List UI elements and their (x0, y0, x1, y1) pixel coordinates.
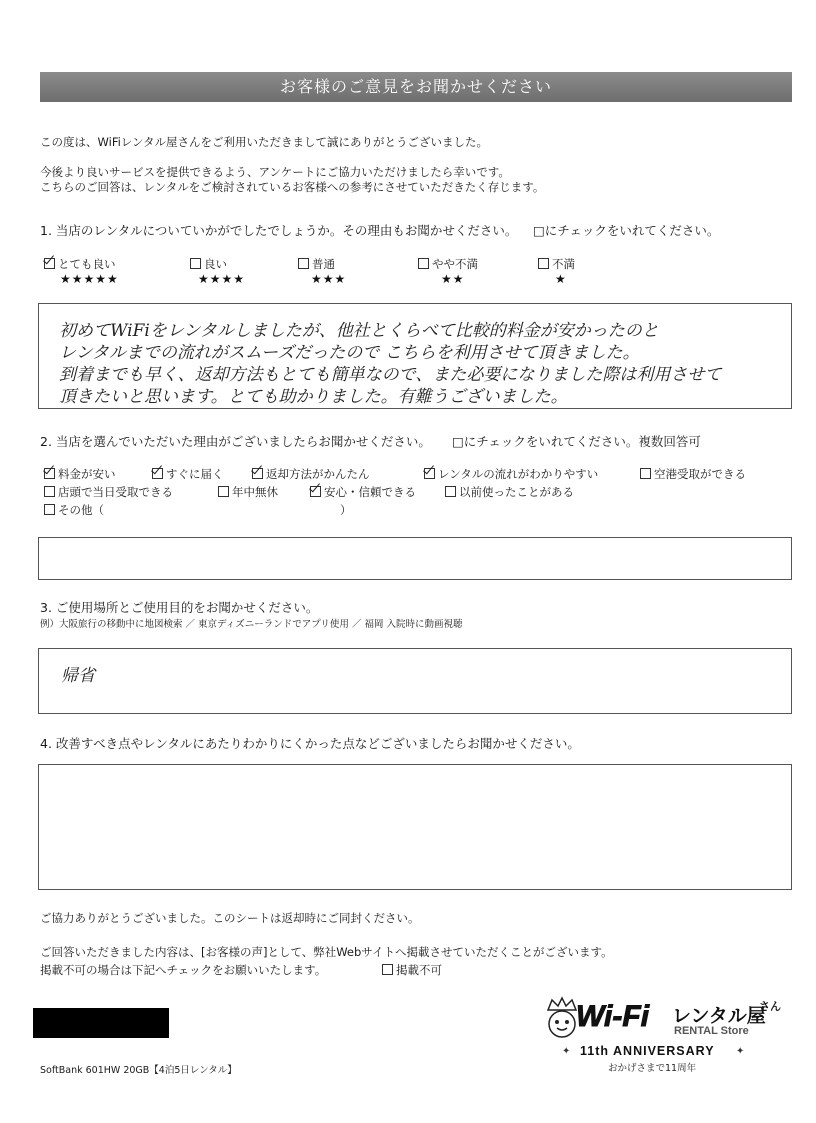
checkbox-icon[interactable] (538, 258, 549, 269)
q2-instruction: □にチェックをいれてください。複数回答可 (452, 434, 701, 449)
footer-notice-1: ご回答いただきました内容は、[お客様の声]として、弊社Webサイトへ掲載させていただくことがございます。 (40, 945, 613, 959)
q2-option-other[interactable]: その他（ (44, 502, 104, 518)
q2-option-used-before[interactable]: 以前使ったことがある (445, 484, 574, 500)
redacted-name-block (33, 1008, 169, 1038)
logo-wifi: Wi-Fi (576, 1000, 650, 1033)
footer-thanks: ご協力ありがとうございました。このシートは返却時にご同封ください。 (40, 911, 420, 925)
checkbox-icon[interactable] (190, 258, 201, 269)
rating-stars-1: ★ (555, 272, 567, 286)
checkbox-icon[interactable] (424, 468, 435, 479)
q2-option-open-year-round[interactable]: 年中無休 (218, 484, 278, 500)
q2-option-fast-delivery[interactable]: すぐに届く (152, 466, 224, 482)
q3-question: 3. ご使用場所とご使用目的をお聞かせください。 (40, 600, 319, 615)
sparkle-icon: ✦ (736, 1046, 745, 1057)
q1-option-somewhat-dissatisfied[interactable]: やや不満 (418, 256, 478, 272)
sparkle-icon: ✦ (562, 1046, 571, 1057)
checkbox-icon[interactable] (298, 258, 309, 269)
q4-answer-box[interactable] (38, 764, 792, 890)
q2-option-easy-return[interactable]: 返却方法がかんたん (252, 466, 370, 482)
q2-question: 2. 当店を選んでいただいた理由がございましたらお聞かせください。 (40, 434, 431, 449)
checkbox-icon[interactable] (418, 258, 429, 269)
rating-stars-5: ★★★★★ (60, 272, 119, 286)
logo-anniversary: 11th ANNIVERSARY (580, 1044, 715, 1058)
logo-anniversary-jp: おかげさまで11周年 (608, 1063, 697, 1074)
q3-answer: 帰省 (61, 666, 95, 686)
q1-answer-line-2: レンタルまでの流れがスムーズだったので こちらを利用させて頂きました。 (59, 343, 640, 363)
company-logo (540, 996, 780, 1078)
checkbox-icon[interactable] (640, 468, 651, 479)
checkbox-icon[interactable] (44, 504, 55, 515)
q3-example: 例）大阪旅行の移動中に地図検索 ／ 東京ディズニーランドでアプリ使用 ／ 福岡 入院時に動画視聴 (40, 619, 463, 630)
checkbox-icon[interactable] (310, 486, 321, 497)
intro-line-2: 今後より良いサービスを提供できるよう、アンケートにご協力いただけましたら幸いです。 (40, 165, 510, 179)
checkbox-icon[interactable] (445, 486, 456, 497)
rating-stars-2: ★★ (441, 272, 465, 286)
q2-option-store-pickup[interactable]: 店頭で当日受取できる (44, 484, 173, 500)
q2-option-trustworthy[interactable]: 安心・信頼できる (310, 484, 416, 500)
q1-option-normal[interactable]: 普通 (298, 256, 335, 272)
footer-notice-2: 掲載不可の場合は下記へチェックをお願いいたします。 (40, 963, 327, 977)
checkbox-icon[interactable] (218, 486, 229, 497)
q2-option-clear-flow[interactable]: レンタルの流れがわかりやすい (424, 466, 598, 482)
q1-answer-box[interactable] (38, 303, 792, 409)
checkbox-icon[interactable] (44, 486, 55, 497)
q1-question: 1. 当店のレンタルについていかがでしたでしょうか。その理由もお聞かせください。 (40, 223, 518, 238)
q1-answer-line-4: 頂きたいと思います。とても助かりました。有難うございました。 (59, 387, 568, 407)
q1-option-very-good[interactable]: とても良い (44, 256, 116, 272)
checkbox-icon[interactable] (44, 468, 55, 479)
intro-line-1: この度は、WiFiレンタル屋さんをご利用いただきまして誠にありがとうございました。 (40, 135, 489, 149)
q2-option-airport-pickup[interactable]: 空港受取ができる (640, 466, 746, 482)
rating-stars-4: ★★★★ (198, 272, 246, 286)
logo-jp: レンタル屋 (672, 1006, 766, 1027)
q1-option-good[interactable]: 良い (190, 256, 227, 272)
q2-answer-box[interactable] (38, 537, 792, 580)
q1-answer-line-1: 初めてWiFiをレンタルしましたが、他社とくらべて比較的料金が安かったのと (59, 321, 659, 341)
q1-instruction: □にチェックをいれてください。 (533, 223, 720, 238)
q1-option-dissatisfied[interactable]: 不満 (538, 256, 575, 272)
q2-other-close: ） (340, 503, 352, 517)
logo-san: さん (759, 1001, 781, 1013)
checkbox-icon[interactable] (44, 258, 55, 269)
q1-answer-line-3: 到着までも早く、返却方法もとても簡単なので、また必要になりました際は利用させて (59, 365, 722, 385)
checkbox-icon[interactable] (252, 468, 263, 479)
rating-stars-3: ★★★ (311, 272, 347, 286)
checkbox-icon[interactable] (152, 468, 163, 479)
opt-out-checkbox[interactable]: 掲載不可 (382, 962, 442, 978)
logo-sub: RENTAL Store (674, 1025, 749, 1037)
device-info: SoftBank 601HW 20GB【4泊5日レンタル】 (40, 1065, 237, 1076)
survey-header: お客様のご意見をお聞かせください (40, 72, 792, 102)
q2-option-cheap[interactable]: 料金が安い (44, 466, 116, 482)
checkbox-icon[interactable] (382, 964, 393, 975)
q3-answer-box[interactable] (38, 648, 792, 714)
q4-question: 4. 改善すべき点やレンタルにあたりわかりにくかった点などございましたらお聞かせください。 (40, 736, 580, 751)
intro-line-3: こちらのご回答は、レンタルをご検討されているお客様への参考にさせていただきたく存じます。 (40, 180, 545, 194)
